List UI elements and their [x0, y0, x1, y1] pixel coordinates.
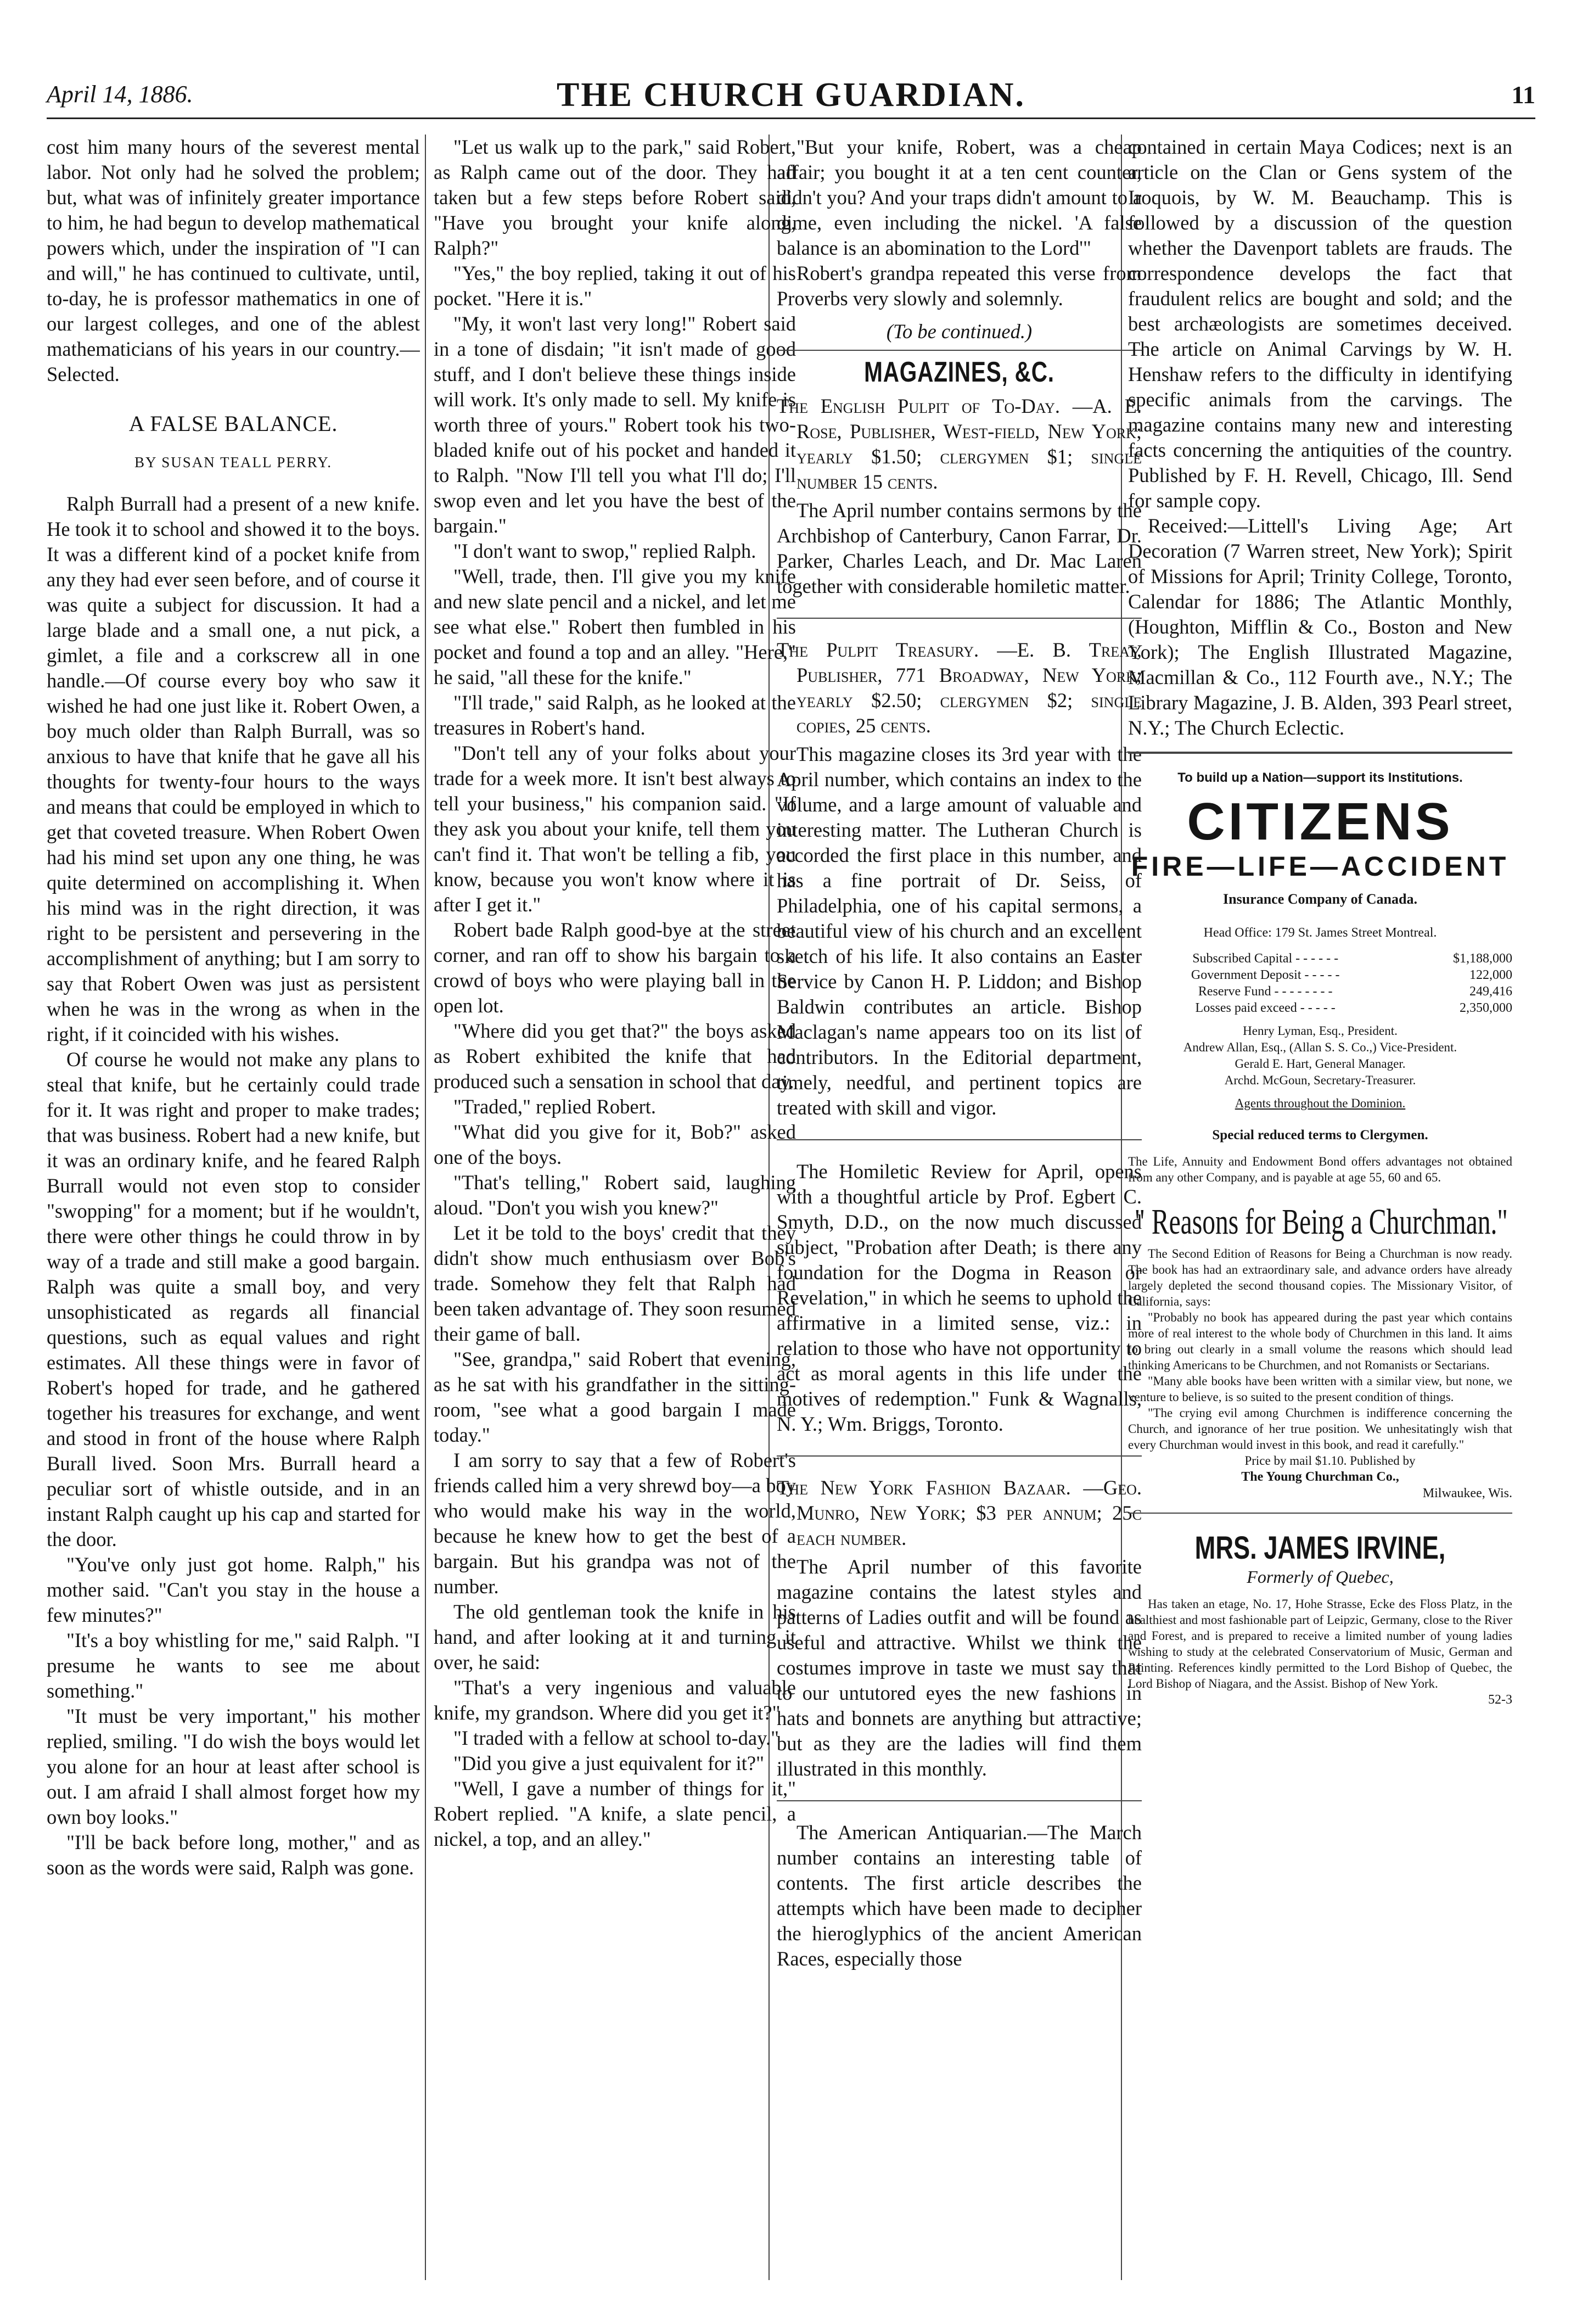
table-row [1128, 1000, 1512, 1016]
entry-rule [777, 1455, 1142, 1457]
ad-person-name: MRS. JAMES IRVINE, [1194, 1530, 1446, 1566]
article-paragraph: "That's a very ingenious and valuable knife, my grandson. Where did you get it?" [434, 1676, 796, 1724]
article-paragraph: I am sorry to say that a few of Robert's friends called him a very shrewd boy—a boy who would make his way in the world, because he knew how to get the best of a bargain. But his grandpa was not of the number. [434, 1449, 796, 1598]
column-1 [47, 135, 420, 2280]
story-title: A FALSE BALANCE. [128, 411, 338, 436]
article-paragraph: "It's a boy whistling for me," said Ralph. "I presume he wants to see me about something." [47, 1629, 420, 1702]
entry-rule [777, 1800, 1142, 1801]
article-paragraph: "It must be very important," his mother replied, smiling. "I do wish the boys would let you alone for an hour at least after school is out. I am afraid I shall almost forget how my own boy looks." [47, 1705, 420, 1828]
stat-label: Reserve Fund - - - - - - - - [1198, 984, 1333, 999]
ad-company-lines: FIRE—LIFE—ACCIDENT [1131, 851, 1510, 882]
ad-company-name: CITIZENS [1187, 792, 1454, 851]
article-paragraph: "Don't tell any of your folks about your trade for a week more. It isn't best always to tell your business," his companion said. "If they ask you about your knife, tell them you can't find it. That won't be telling a fib, you know, because you won't know where it is after I get it." [434, 742, 796, 916]
article-paragraph: Of course he would not make any plans to steal that knife, but he certainly could trade for it. It was right and proper to make trades; that was business. Robert had a new knife, but it was an ordinary knife, and he feared Ralph Burrall would not even stop to consider "swopping" for a moment; but if he wouldn't, there were other things he could throw in by way of a trade and still make a good bargain. Ralph was quite a small boy, and very unsophisticated as regards all financial questions, such as equal values and right estimates. All these things were in favor of Robert's hoped for trade, and he gathered together his treasures for exchange, and went and stood in front of the house where Ralph Burall lived. Soon Mrs. Burrall heard a peculiar sort of whistle outside, and in an instant Ralph caught up his cap and started for the door. [47, 1048, 420, 1550]
magazine-entry-title: The Pulpit Treasury. —E. B. Treat, Publisher, 771 Broadway, New York; yearly $2.50; clergymen $2; single copies, 25 cents. [777, 639, 1142, 737]
section-heading: MAGAZINES, &C. [864, 356, 1054, 388]
stat-label: Subscribed Capital - - - - - - [1192, 951, 1339, 966]
table-row [1128, 967, 1512, 983]
magazine-entry-body: The April number of this favorite magazine contains the latest styles and patterns of Ladies outfit and will be found as useful and attractive. Whilst we think the costumes improve in taste we must say that to our untutored eyes the new fashions in hats and bonnets are anything but attractive; but as they are the ladies will find them illustrated in this monthly. [777, 1555, 1142, 1780]
ad-head-office: Head Office: 179 St. James Street Montreal. [1203, 926, 1437, 940]
article-paragraph: Let it be told to the boys' credit that they didn't show much enthusiasm over Bob's trade. Somehow they felt that Ralph had been taken advantage of. They soon resumed their game of ball. [434, 1222, 796, 1345]
magazine-entry-title: The English Pulpit of To-Day. —A. E. Rose, Publisher, West-field, New York; yearly $1.50; clergymen $1; single number 15 cents. [777, 395, 1142, 493]
article-paragraph: cost him many hours of the severest mental labor. Not only had he solved the problem; but, what was of infinitely greater importance to him, he had begun to develop mathematical powers which, under the inspiration of "I can and will," he has continued to cultivate, until, to-day, he is professor mathematics in one of our largest colleges, and one of the ablest mathematicians of his years in our country.—Selected. [47, 136, 420, 385]
citizens-insurance-ad [1128, 769, 1512, 1185]
stat-value: 2,350,000 [1460, 1001, 1512, 1015]
ad-formerly: Formerly of Quebec, [1247, 1567, 1394, 1587]
article-paragraph: "I traded with a fellow at school to-day." [453, 1727, 779, 1749]
ad-paragraph: "Probably no book has appeared during the past year which contains more of real interest to the whole body of Churchmen in this land. It aims to bring out clearly in a small volume the reasons which should lead thinking Americans to be Churchmen, and not Romanists or Sectarians. [1128, 1311, 1512, 1372]
article-paragraph: "Where did you get that?" the boys asked as Robert exhibited the knife that had produced such a sensation in school that day. [434, 1020, 796, 1093]
stat-value: 249,416 [1469, 984, 1512, 999]
ad-company-full: Insurance Company of Canada. [1223, 891, 1417, 907]
magazine-entry-body: The American Antiquarian.—The March number contains an interesting table of contents. The first article describes the attempts which have been made to decipher the hieroglyphics of the ancient American Races, especially those [777, 1821, 1142, 1970]
article-paragraph: "My, it won't last very long!" Robert said in a tone of disdain; "it isn't made of good stuff, and I don't believe these things inside will work. It's only made to sell. My knife is worth three of yours." Robert took his two-bladed knife out of his pocket and handed it to Ralph. "Now I'll tell you what I'll do; I'll swop even and let you have the best of the bargain." [434, 312, 796, 537]
column-3 [777, 135, 1142, 2280]
page-header [47, 65, 1535, 119]
ad-officer: Gerald E. Hart, General Manager. [1235, 1057, 1406, 1071]
article-paragraph: The old gentleman took the knife in his hand, and after looking at it and turning it over, he said: [434, 1600, 796, 1673]
stat-value: $1,188,000 [1453, 951, 1512, 966]
column-2 [434, 135, 796, 2280]
ad-paragraph: "Many able books have been written with a similar view, but none, we venture to believe, is so suited to the present condition of things. [1128, 1374, 1512, 1404]
article-paragraph: "Let us walk up to the park," said Robert, as Ralph came out of the door. They had taken but a few steps before Robert said, "Have you brought your knife along, Ralph?" [434, 136, 796, 259]
ad-note: The Life, Annuity and Endowment Bond offers advantages not obtained from any other Company, and is payable at age 55, 60 and 65. [1128, 1155, 1512, 1184]
continued-note: (To be continued.) [886, 320, 1033, 343]
article-paragraph: Ralph Burrall had a present of a new knife. He took it to school and showed it to the boys. It was a different kind of a pocket knife from any they had ever seen before, and of course it was quite a subject for discussion. It had a large blade and a small one, a nut pick, a gimlet, a file and a corkscrew all in one handle.—Of course every boy who saw it wished he had one just like it. Robert Owen, a boy much older than Ralph Burrall, was so anxious to have that knife that he gave all his thoughts for twenty-four hours to the ways and means that could be employed in which to get that coveted treasure. When Robert Owen had his mind set upon any one thing, he was quite determined on accomplishing it. When his mind was in the right direction, it was right to be persistent and persevering in the accomplishment of anything; but I am sorry to say that Robert Owen was just as persistent when he was in the wrong as when in the right, if it coincided with his wishes. [47, 492, 420, 1045]
irvine-ad [1128, 1530, 1512, 1708]
article-paragraph: Robert's grandpa repeated this verse from Proverbs very slowly and solemnly. [777, 262, 1142, 310]
stat-label: Government Deposit - - - - - [1191, 968, 1340, 982]
reasons-churchman-ad [1128, 1202, 1512, 1502]
ad-paragraph: The Second Edition of Reasons for Being a Churchman is now ready. The book has had an extraordinary sale, and advance orders have already largely depleted the second thousand copies. The Missionary Visitor, of California, says: [1128, 1247, 1512, 1308]
article-paragraph: Received:—Littell's Living Age; Art Decoration (7 Warren street, New York); Spirit of Missions for April; Trinity College, Toronto, Calendar for 1886; The Atlantic Monthly, (Houghton, Mifflin & Co., Boston and New York); The English Illustrated Magazine, Macmillan & Co., 112 Fourth ave., N.Y.; The Library Magazine, J. B. Alden, 393 Pearl street, N.Y.; The Church Eclectic. [1128, 514, 1512, 739]
article-paragraph: "But your knife, Robert, was a cheap affair; you bought it at a ten cent counter, didn't you? And your traps didn't amount to a dime, even including the nickel. 'A false balance is an abomination to the Lord'" [777, 136, 1142, 259]
table-row [1128, 950, 1512, 967]
ad-price: Price by mail $1.10. Published by [1244, 1454, 1416, 1468]
ad-code: 52-3 [1488, 1693, 1512, 1707]
article-paragraph: "I'll be back before long, mother," and as soon as the words were said, Ralph was gone. [47, 1831, 420, 1879]
table-row [1128, 983, 1512, 1000]
article-paragraph: "Did you give a just equivalent for it?" [453, 1752, 765, 1774]
newspaper-title: THE CHURCH GUARDIAN. [557, 76, 1025, 114]
article-paragraph: "Well, I gave a number of things for it," Robert replied. "A knife, a slate pencil, a nickel, a top, and an alley." [434, 1777, 796, 1850]
ad-publisher-place: Milwaukee, Wis. [1422, 1486, 1512, 1500]
magazine-entry-title: The New York Fashion Bazaar. —Geo. Munro, New York; $3 per annum; 25c each number. [777, 1476, 1142, 1549]
article-paragraph: "Yes," the boy replied, taking it out of his pocket. "Here it is." [434, 262, 796, 310]
ad-financial-table [1128, 950, 1512, 1016]
ad-tagline: To build up a Nation—support its Institutions. [1177, 770, 1463, 785]
entry-rule [777, 1139, 1142, 1140]
article-paragraph: "You've only just got home. Ralph," his mother said. "Can't you stay in the house a few minutes?" [47, 1553, 420, 1626]
story-byline: BY SUSAN TEALL PERRY. [134, 454, 333, 471]
article-paragraph: "What did you give for it, Bob?" asked one of the boys. [434, 1121, 796, 1168]
magazine-entry-body: This magazine closes its 3rd year with the April number, which contains an index to the volume, and a large amount of valuable and interesting matter. The Lutheran Church is accorded the first place in this number, and has a fine portrait of Dr. Seiss, of Philadelphia, one of his capital sermons, a beautiful view of his church and an excellent sketch of his life. It also contains an Easter Service by Canon H. P. Liddon; and Bishop Baldwin contributes an article. Bishop Maclagan's name appears too on its list of contributors. In the Editorial department, timely, needful, and pertinent topics are treated with skill and vigor. [777, 743, 1142, 1119]
issue-date: April 14, 1886. [47, 81, 193, 108]
article-paragraph: Robert bade Ralph good-bye at the street corner, and ran off to show his bargain to a crowd of boys who were playing ball in the open lot. [434, 919, 796, 1017]
ad-officer: Archd. McGoun, Secretary-Treasurer. [1224, 1073, 1416, 1087]
ad-book-title: " Reasons for Being a Churchman." [1134, 1202, 1508, 1242]
column-4 [1128, 135, 1512, 2280]
ad-paragraph: Has taken an etage, No. 17, Hohe Strasse, Ecke des Floss Platz, in the healthiest and most fashionable part of Leipzic, Germany, close to the River and Forest, and is prepared to receive a limited number of young ladies wishing to study at the celebrated Conservatorium of Music, German and Painting. References kindly permitted to the Lord Bishop of Quebec, the Lord Bishop of Niagara, and the Assist. Bishop of New York. [1128, 1597, 1512, 1690]
entry-rule [777, 618, 1142, 619]
stat-value: 122,000 [1469, 968, 1512, 982]
section-rule [1128, 752, 1512, 754]
ad-publisher: The Young Churchman Co., [1241, 1470, 1399, 1484]
ad-paragraph: "The crying evil among Churchmen is indifference concerning the Church, and ignorance of her true position. We unhesitatingly wish that every Churchman would invest in this book, and read it carefully." [1128, 1406, 1512, 1452]
column-divider [425, 135, 426, 2280]
ad-agents: Agents throughout the Dominion. [1235, 1096, 1406, 1110]
article-paragraph: contained in certain Maya Codices; next is an article on the Clan or Gens system of the Iroquois, by W. M. Beauchamp. This is followed by a discussion of the question whether the Davenport tablets are frauds. The correspondence develops the fact that fraudulent relics are bought and sold; and the best archæologists are sometimes deceived. The article on Animal Carvings by W. H. Henshaw refers to the difficulty in identifying specific animals from the carvings. The magazine contains many new and interesting facts concerning the antiquities of the country. Published by F. H. Revell, Chicago, Ill. Send for sample copy. [1128, 136, 1512, 512]
stat-label: Losses paid exceed - - - - - [1195, 1001, 1336, 1015]
ad-officer: Andrew Allan, Esq., (Allan S. S. Co.,) Vice-President. [1183, 1040, 1457, 1054]
page-number: 11 [1511, 81, 1535, 109]
article-paragraph: "I'll trade," said Ralph, as he looked at the treasures in Robert's hand. [434, 691, 796, 739]
section-rule [777, 350, 1142, 351]
ad-special-terms: Special reduced terms to Clergymen. [1212, 1128, 1428, 1143]
magazine-entry-body: The April number contains sermons by the Archbishop of Canterbury, Canon Farrar, Dr. Parker, Charles Leach, and Dr. Mac Laren together with considerable homiletic matter. [777, 499, 1142, 597]
article-paragraph: "See, grandpa," said Robert that evening, as he sat with his grandfather in the sitting-room, "see what a good bargain I made today." [434, 1348, 796, 1446]
section-rule [1128, 1513, 1512, 1514]
article-paragraph: "Traded," replied Robert. [453, 1095, 657, 1118]
article-paragraph: "Well, trade, then. I'll give you my knife and new slate pencil and a nickel, and let me see what else." Robert then fumbled in his pocket and found a top and an alley. "Here," he said, "all these for the knife." [434, 565, 796, 688]
article-paragraph: "That's telling," Robert said, laughing aloud. "Don't you wish you knew?" [434, 1171, 796, 1219]
ad-officer: Henry Lyman, Esq., President. [1243, 1024, 1398, 1038]
article-paragraph: "I don't want to swop," replied Ralph. [453, 540, 756, 562]
magazine-entry-body: The Homiletic Review for April, opens with a thoughtful article by Prof. Egbert C. Smyth, D.D., on the now much discussed subject, "Probation after Death; is there any foundation for the Dogma in Reason or Revelation," in which he seems to uphold the affirmative in a limited sense, viz.: in relation to those who have not opportunity to act as moral agents in this life under the motives of redemption." Funk & Wagnalls, N. Y.; Wm. Briggs, Toronto. [777, 1160, 1142, 1435]
